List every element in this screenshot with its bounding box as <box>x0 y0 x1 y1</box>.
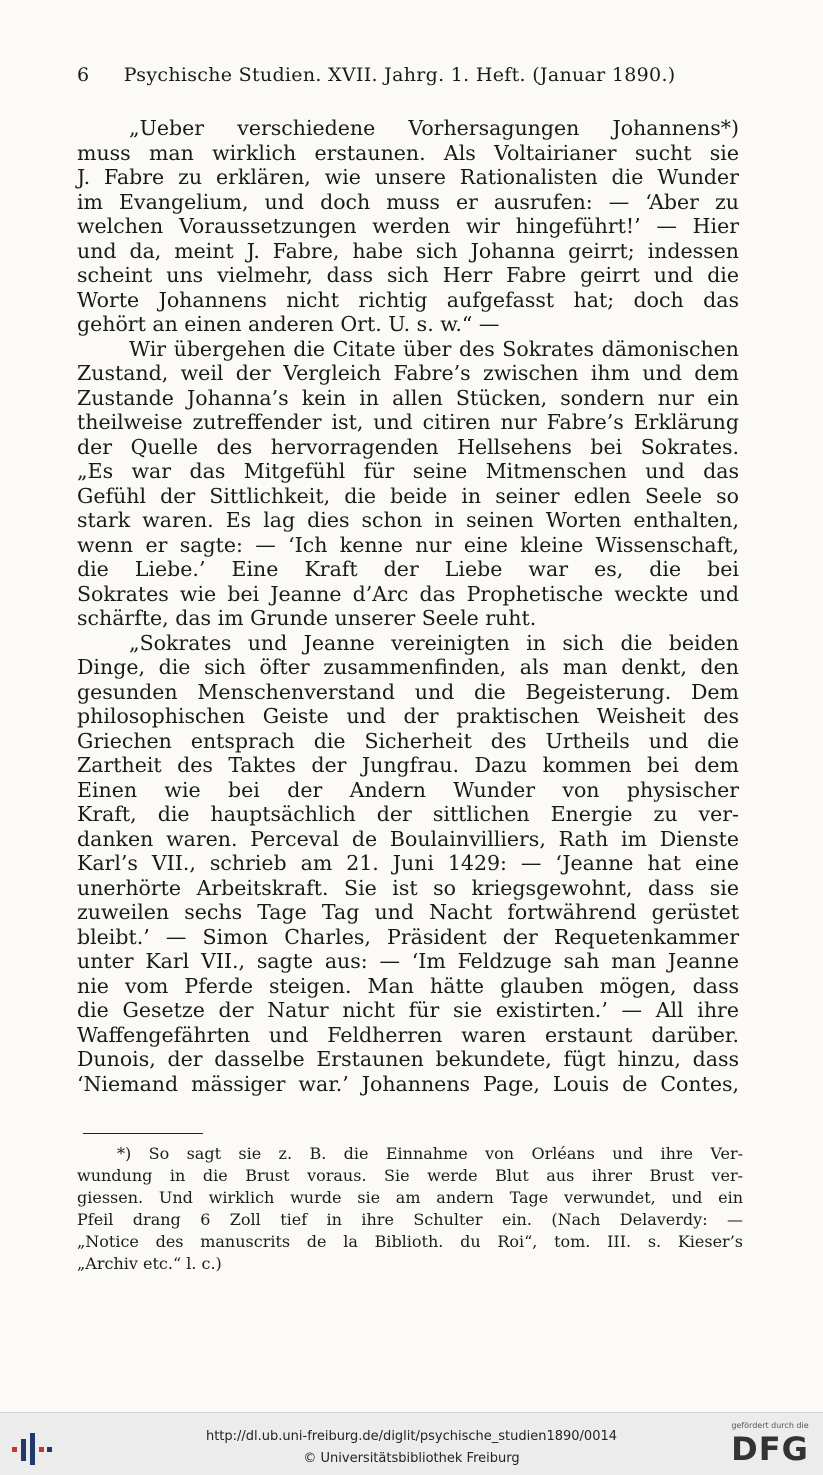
body-line: „Sokrates und Jeanne vereinigten in sich die beiden <box>129 630 739 655</box>
footnote <box>77 1143 743 1275</box>
body-line: unerhörte Arbeitskraft. Sie ist so kriegsgewohnt, dass sie <box>77 875 739 900</box>
running-title: Psychische Studien. XVII. Jahrg. 1. Heft. (Januar 1890.) <box>123 64 676 86</box>
footnote-line: „Notice des manuscrits de la Biblioth. du Roi“, tom. III. s. Kieser’s <box>77 1232 743 1251</box>
body-line: Kraft, die hauptsächlich der sittlichen Energie zu ver- <box>77 802 739 826</box>
body-line: Zustand, weil der Vergleich Fabre’s zwischen ihm und dem <box>77 361 739 385</box>
body-line: theilweise zutreffender ist, und citiren nur Fabre’s Erklärung <box>77 410 739 434</box>
body-line: Dinge, die sich öfter zusammenfinden, als man denkt, den <box>77 655 739 679</box>
footnote-line: giessen. Und wirklich wurde sie am andern Tage verwundet, und ein <box>77 1188 743 1207</box>
body-line: gehört an einen anderen Ort. U. s. w.“ — <box>77 312 500 336</box>
permalink-url[interactable]: http://dl.ub.uni-freiburg.de/diglit/psychische_studien1890/0014 <box>205 1429 618 1444</box>
running-header <box>77 64 743 86</box>
footnote-separator <box>83 1133 203 1134</box>
body-line: Griechen entsprach die Sicherheit des Urtheils und die <box>77 728 739 753</box>
footnote-line: *) So sagt sie z. B. die Einnahme von Orléans und ihre Ver- <box>117 1144 743 1163</box>
body-line: bleibt.’ — Simon Charles, Präsident der Requetenkammer <box>77 924 739 949</box>
body-line: die Gesetze der Natur nicht für sie existirten.’ — All ihre <box>77 998 739 1022</box>
body-line: im Evangelium, und doch muss er ausrufen: — ‘Aber zu <box>77 189 739 214</box>
body-line: Zartheit des Taktes der Jungfrau. Dazu kommen bei dem <box>77 753 739 777</box>
body-line: Zustande Johanna’s kein in allen Stücken, sondern nur ein <box>77 385 739 410</box>
footnote-line: wundung in die Brust voraus. Sie werde Blut aus ihrer Brust ver- <box>77 1166 743 1185</box>
body-line: zuweilen sechs Tage Tag und Nacht fortwährend gerüstet <box>77 900 739 924</box>
footnote-line: Pfeil drang 6 Zoll tief in ihre Schulter ein. (Nach Delaverdy: — <box>77 1210 743 1229</box>
body-line: die Liebe.’ Eine Kraft der Liebe war es, die bei <box>77 557 739 581</box>
body-line: unter Karl VII., sagte aus: — ‘Im Feldzuge sah man Jeanne <box>77 949 739 973</box>
page-number: 6 <box>77 64 90 86</box>
dfg-funding-note: gefördert durch die <box>731 1421 809 1430</box>
dfg-logo <box>727 1421 813 1467</box>
body-line: Waffengefährten und Feldherren waren erstaunt darüber. <box>77 1022 739 1047</box>
body-line: Gefühl der Sittlichkeit, die beide in seiner edlen Seele so <box>77 483 739 508</box>
body-line: gesunden Menschenverstand und die Begeisterung. Dem <box>77 679 739 704</box>
copyright-notice: © Universitätsbibliothek Freiburg <box>303 1451 520 1466</box>
viewer-footer <box>0 1412 823 1475</box>
body-line: Sokrates wie bei Jeanne d’Arc das Prophetische weckte und <box>77 581 739 606</box>
body-line: schärfte, das im Grunde unserer Seele ruht. <box>77 606 537 630</box>
body-line: ‘Niemand mässiger war.’ Johannens Page, Louis de Contes, <box>77 1071 739 1096</box>
body-line: philosophischen Geiste und der praktischen Weisheit des <box>77 704 739 728</box>
body-line: Wir übergehen die Citate über des Sokrates dämonischen <box>129 336 739 361</box>
body-line: Worte Johannens nicht richtig aufgefasst hat; doch das <box>77 287 739 312</box>
body-line: muss man wirklich erstaunen. Als Voltairianer sucht sie <box>77 140 739 165</box>
body-line: danken waren. Perceval de Boulainvilliers, Rath im Dienste <box>77 826 739 851</box>
dfg-logo-text: DFG <box>731 1430 809 1468</box>
footnote-line: „Archiv etc.“ l. c.) <box>77 1254 222 1273</box>
body-line: der Quelle des hervorragenden Hellsehens bei Sokrates. <box>77 434 739 459</box>
body-line: und da, meint J. Fabre, habe sich Johanna geirrt; indessen <box>77 238 739 263</box>
body-line: J. Fabre zu erklären, wie unsere Rationalisten die Wunder <box>77 165 739 189</box>
body-line: nie vom Pferde steigen. Man hätte glauben mögen, dass <box>77 973 739 998</box>
body-line: wenn er sagte: — ‘Ich kenne nur eine kleine Wissenschaft, <box>77 532 739 557</box>
body-line: stark waren. Es lag dies schon in seinen Worten enthalten, <box>77 508 739 532</box>
body-line: Einen wie bei der Andern Wunder von physischer <box>77 777 739 802</box>
body-line: Karl’s VII., schrieb am 21. Juni 1429: — ‘Jeanne hat eine <box>77 851 739 875</box>
body-text <box>77 116 739 1096</box>
body-line: scheint uns vielmehr, dass sich Herr Fabre geirrt und die <box>77 263 739 287</box>
body-line: „Ueber verschiedene Vorhersagungen Johannens*) <box>129 116 739 140</box>
body-line: welchen Voraussetzungen werden wir hingeführt!’ — Hier <box>77 214 739 238</box>
body-line: Dunois, der dasselbe Erstaunen bekundete, fügt hinzu, dass <box>77 1047 739 1071</box>
body-line: „Es war das Mitgefühl für seine Mitmenschen und das <box>77 459 739 483</box>
